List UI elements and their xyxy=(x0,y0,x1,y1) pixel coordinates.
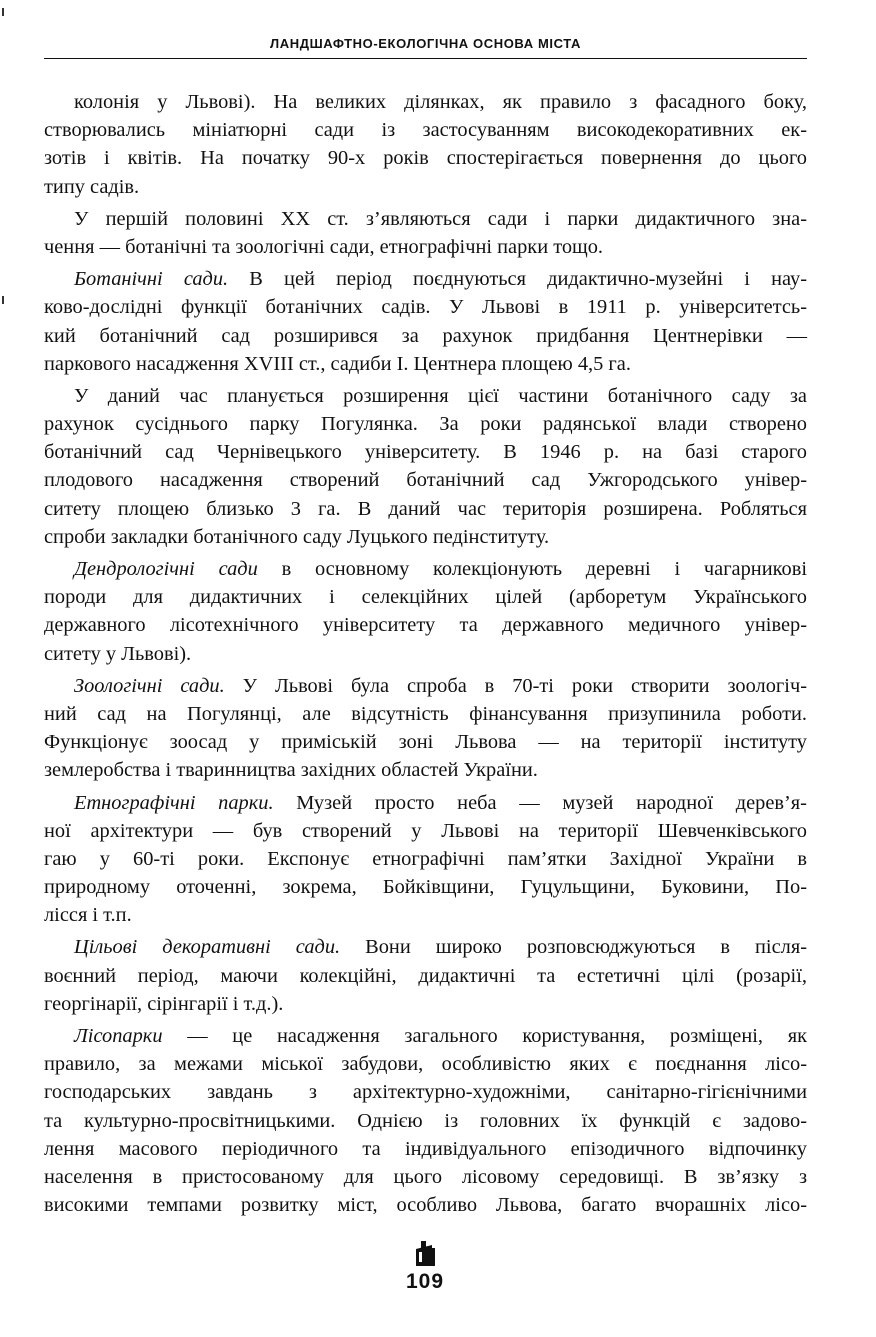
text-line xyxy=(44,144,807,172)
line-text: лісся і т.п. xyxy=(44,904,132,927)
line-text: колонія у Львові). На великих ділянках, як правило з фасадного боку, xyxy=(74,91,807,113)
text-line xyxy=(44,555,807,583)
body-text xyxy=(44,88,807,1223)
publisher-emblem-icon xyxy=(410,1239,440,1269)
text-line xyxy=(44,382,807,410)
text-line xyxy=(44,845,807,873)
line-text: — це насадження загального користування, розміщені, як xyxy=(162,1025,807,1047)
line-text: правило, за межами міської забудови, особливістю яких є поєднання лісо- xyxy=(44,1053,807,1076)
paragraph xyxy=(44,205,807,261)
line-text: ботанічний сад Чернівецького університету. В 1946 р. на базі старого xyxy=(44,441,807,464)
text-line xyxy=(44,1135,807,1163)
line-text: ситету площею близько 3 га. В даний час територія розширена. Робляться xyxy=(44,497,807,520)
line-text: природному оточенні, зокрема, Бойківщини, Гуцульщини, Буковини, По- xyxy=(44,876,807,899)
text-line xyxy=(44,933,807,961)
line-text: гаю у 60-ті роки. Експонує етнографічні пам’ятки Західної України в xyxy=(44,847,807,870)
text-line xyxy=(44,672,807,700)
line-text: Функціонує зоосад у приміській зоні Львова — на території інституту xyxy=(44,731,807,754)
line-text: створювались мініатюрні сади із застосуванням високодекоративних ек- xyxy=(44,119,807,142)
line-text: рахунок сусіднього парку Погулянка. За роки радянської влади створено xyxy=(44,413,807,436)
text-line xyxy=(44,173,807,201)
text-line xyxy=(44,350,807,378)
line-text: У Львові була спроба в 70-ті роки створити зоологіч- xyxy=(224,674,807,697)
text-line xyxy=(44,756,807,784)
text-line xyxy=(44,728,807,756)
line-text: Музей просто неба — музей народної дерев’я- xyxy=(273,791,807,814)
line-text: ситету у Львові). xyxy=(44,642,192,665)
text-line xyxy=(44,205,807,233)
line-text: лення масового періодичного та індивідуального епізодичного відпочинку xyxy=(44,1137,807,1160)
text-line xyxy=(44,1078,807,1106)
line-text: господарських завдань з архітектурно-художніми, санітарно-гігієнічними xyxy=(44,1081,807,1104)
line-text: ний сад на Погулянці, але відсутність фінансування призупинила роботи. xyxy=(44,702,807,725)
text-line xyxy=(44,1191,807,1219)
text-line xyxy=(44,700,807,728)
paragraph xyxy=(44,1022,807,1219)
section-term: Зоологічні сади. xyxy=(74,674,225,697)
line-text: плодового насадження створений ботанічний сад Ужгородського універ- xyxy=(44,469,807,492)
text-line xyxy=(44,990,807,1018)
paragraph xyxy=(44,265,807,378)
line-text: зотів і квітів. На початку 90-х років спостерігається повернення до цього xyxy=(44,147,807,170)
line-text: Вони широко розповсюджуються в після- xyxy=(340,936,807,959)
text-line xyxy=(44,322,807,350)
line-text: в основному колекціонують деревні і чагарникові xyxy=(257,558,807,580)
text-line xyxy=(44,116,807,144)
paragraph xyxy=(44,88,807,201)
paragraph xyxy=(44,789,807,930)
text-line xyxy=(44,1163,807,1191)
line-text: чення — ботанічні та зоологічні сади, етнографічні парки тощо. xyxy=(44,235,604,258)
line-text: паркового насадження XVIII ст., садиби І. Центнера площею 4,5 га. xyxy=(44,352,631,375)
paragraph xyxy=(44,933,807,1018)
paragraph xyxy=(44,672,807,785)
section-term: Дендрологічні сади xyxy=(74,558,258,580)
line-text: населення в пристосованому для цього лісовому середовищі. В зв’язку з xyxy=(44,1165,807,1188)
line-text: високими темпами розвитку міст, особливо Львова, багато вчорашніх лісо- xyxy=(44,1194,807,1217)
text-line xyxy=(44,611,807,639)
text-line xyxy=(44,233,807,261)
line-text: воєнний період, маючи колекційні, дидактичні та естетичні цілі (розарії, xyxy=(44,964,807,987)
section-term: Етнографічні парки. xyxy=(74,791,274,814)
line-text: типу садів. xyxy=(44,175,140,198)
text-line xyxy=(44,789,807,817)
text-line xyxy=(44,466,807,494)
text-line xyxy=(44,583,807,611)
paragraph xyxy=(44,382,807,551)
section-term: Лісопарки xyxy=(74,1025,163,1047)
line-text: та культурно-просвітницькими. Однією із головних їх функцій є задово- xyxy=(44,1109,807,1132)
text-line xyxy=(44,293,807,321)
section-term: Ботанічні сади. xyxy=(74,268,229,291)
line-text: спроби закладки ботанічного саду Луцького педінституту. xyxy=(44,525,550,548)
line-text: ної архітектури — був створений у Львові на території Шевченківського xyxy=(44,819,807,842)
text-line xyxy=(44,873,807,901)
text-line xyxy=(44,438,807,466)
running-header: ЛАНДШАФТНО-ЕКОЛОГІЧНА ОСНОВА МІСТА xyxy=(270,36,581,51)
text-line xyxy=(44,1107,807,1135)
scan-margin-mark xyxy=(2,296,4,304)
line-text: ково-дослідні функції ботанічних садів. У Львові в 1911 р. університетсь- xyxy=(44,296,807,319)
scan-margin-mark xyxy=(2,8,4,16)
page-number: 109 xyxy=(405,1270,445,1293)
text-line xyxy=(44,640,807,668)
text-line xyxy=(44,265,807,293)
line-text: У першій половині XX ст. з’являються сади і парки дидактичного зна- xyxy=(74,207,807,230)
text-line xyxy=(44,1022,807,1050)
line-text: У даний час планується розширення цієї частини ботанічного саду за xyxy=(74,384,807,407)
text-line xyxy=(44,410,807,438)
text-line xyxy=(44,88,807,116)
line-text: георгінарії, сірінгарії і т.д.). xyxy=(44,992,284,1015)
line-text: В цей період поєднуються дидактично-музейні і нау- xyxy=(228,268,807,291)
text-line xyxy=(44,901,807,929)
line-text: землеробства і тваринництва західних областей України. xyxy=(44,759,538,782)
line-text: кий ботанічний сад розширився за рахунок придбання Центнерівки — xyxy=(44,324,807,347)
section-term: Цільові декоративні сади. xyxy=(74,936,341,959)
text-line xyxy=(44,817,807,845)
text-line xyxy=(44,523,807,551)
text-line xyxy=(44,1050,807,1078)
paragraph xyxy=(44,555,807,668)
line-text: породи для дидактичних і селекційних цілей (арборетум Українського xyxy=(44,586,807,609)
text-line xyxy=(44,962,807,990)
header-rule xyxy=(44,58,807,59)
line-text: державного лісотехнічного університету та державного медичного універ- xyxy=(44,614,807,637)
text-line xyxy=(44,495,807,523)
